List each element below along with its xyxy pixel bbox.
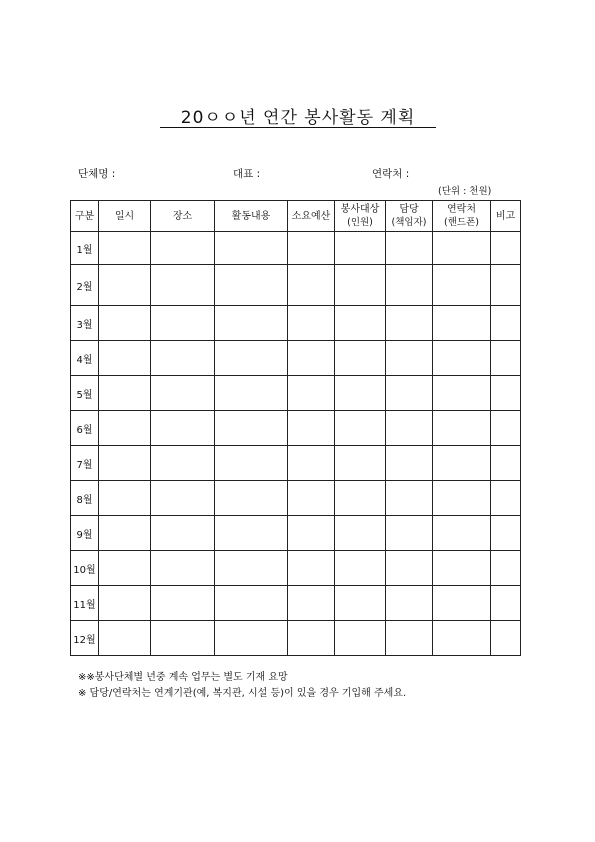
contact-cell[interactable]: [433, 232, 491, 265]
note-line: ※ 담당/연락처는 연계기관(예, 복지관, 시설 등)이 있을 경우 기입해 주세요.: [78, 688, 407, 699]
target-cell[interactable]: [335, 265, 386, 306]
datetime-cell[interactable]: [99, 481, 151, 516]
activity-cell[interactable]: [215, 516, 288, 551]
datetime-cell[interactable]: [99, 411, 151, 446]
title-underline: [160, 127, 436, 128]
month-cell: 4월: [71, 341, 99, 376]
contact-cell[interactable]: [433, 481, 491, 516]
table-row: [71, 516, 521, 551]
place-cell[interactable]: [151, 516, 215, 551]
remarks-cell[interactable]: [491, 306, 521, 341]
header-category: 구분: [71, 201, 99, 232]
manager-cell[interactable]: [386, 551, 433, 586]
target-cell[interactable]: [335, 516, 386, 551]
target-cell[interactable]: [335, 446, 386, 481]
header-manager: 담당 (책임자): [386, 201, 433, 232]
place-cell[interactable]: [151, 481, 215, 516]
activity-cell[interactable]: [215, 551, 288, 586]
manager-cell[interactable]: [386, 586, 433, 621]
place-cell[interactable]: [151, 232, 215, 265]
target-cell[interactable]: [335, 232, 386, 265]
contact-cell[interactable]: [433, 446, 491, 481]
remarks-cell[interactable]: [491, 551, 521, 586]
table-row: [71, 621, 521, 656]
place-cell[interactable]: [151, 446, 215, 481]
header-budget: 소요예산: [288, 201, 335, 232]
month-cell: 12월: [71, 621, 99, 656]
month-cell: 5월: [71, 376, 99, 411]
contact-cell[interactable]: [433, 341, 491, 376]
budget-cell[interactable]: [288, 306, 335, 341]
contact-cell[interactable]: [433, 411, 491, 446]
remarks-cell[interactable]: [491, 232, 521, 265]
datetime-cell[interactable]: [99, 376, 151, 411]
place-cell[interactable]: [151, 586, 215, 621]
month-cell: 7월: [71, 446, 99, 481]
table-row: [71, 376, 521, 411]
contact-cell[interactable]: [433, 376, 491, 411]
manager-cell[interactable]: [386, 265, 433, 306]
activity-cell[interactable]: [215, 265, 288, 306]
place-cell[interactable]: [151, 621, 215, 656]
remarks-cell[interactable]: [491, 621, 521, 656]
activity-cell[interactable]: [215, 376, 288, 411]
budget-cell[interactable]: [288, 265, 335, 306]
datetime-cell[interactable]: [99, 306, 151, 341]
target-cell[interactable]: [335, 481, 386, 516]
activity-cell[interactable]: [215, 621, 288, 656]
target-cell[interactable]: [335, 411, 386, 446]
budget-cell[interactable]: [288, 481, 335, 516]
contact-cell[interactable]: [433, 516, 491, 551]
manager-cell[interactable]: [386, 376, 433, 411]
activity-cell[interactable]: [215, 446, 288, 481]
activity-cell[interactable]: [215, 341, 288, 376]
datetime-cell[interactable]: [99, 232, 151, 265]
manager-cell[interactable]: [386, 481, 433, 516]
table-row: [71, 411, 521, 446]
table-row: [71, 306, 521, 341]
header-activity: 활동내용: [215, 201, 288, 232]
month-cell: 3월: [71, 306, 99, 341]
table-row: [71, 586, 521, 621]
budget-cell[interactable]: [288, 516, 335, 551]
table-row: [71, 481, 521, 516]
month-cell: 10월: [71, 551, 99, 586]
target-cell[interactable]: [335, 551, 386, 586]
remarks-cell[interactable]: [491, 376, 521, 411]
manager-cell[interactable]: [386, 446, 433, 481]
contact-label: 연락처 :: [372, 168, 410, 180]
table-row: [71, 551, 521, 586]
datetime-cell[interactable]: [99, 265, 151, 306]
unit-note: (단위 : 천원): [438, 186, 492, 197]
activity-cell[interactable]: [215, 481, 288, 516]
datetime-cell[interactable]: [99, 341, 151, 376]
remarks-cell[interactable]: [491, 411, 521, 446]
datetime-cell[interactable]: [99, 586, 151, 621]
contact-cell[interactable]: [433, 265, 491, 306]
activity-cell[interactable]: [215, 232, 288, 265]
representative-label: 대표 :: [233, 168, 261, 180]
month-cell: 9월: [71, 516, 99, 551]
activity-cell[interactable]: [215, 306, 288, 341]
budget-cell[interactable]: [288, 411, 335, 446]
target-cell[interactable]: [335, 586, 386, 621]
datetime-cell[interactable]: [99, 551, 151, 586]
remarks-cell[interactable]: [491, 586, 521, 621]
place-cell[interactable]: [151, 376, 215, 411]
target-cell[interactable]: [335, 341, 386, 376]
datetime-cell[interactable]: [99, 621, 151, 656]
month-cell: 2월: [71, 265, 99, 306]
table-row: [71, 446, 521, 481]
remarks-cell[interactable]: [491, 446, 521, 481]
contact-cell[interactable]: [433, 621, 491, 656]
header-target: 봉사대상 (인원): [335, 201, 386, 232]
manager-cell[interactable]: [386, 516, 433, 551]
header-place: 장소: [151, 201, 215, 232]
month-cell: 1월: [71, 232, 99, 265]
page-title: 20ㅇㅇ년 연간 봉사활동 계획: [180, 108, 416, 128]
budget-cell[interactable]: [288, 621, 335, 656]
target-cell[interactable]: [335, 306, 386, 341]
table-row: [71, 232, 521, 265]
remarks-cell[interactable]: [491, 341, 521, 376]
plan-table: [70, 200, 521, 656]
budget-cell[interactable]: [288, 341, 335, 376]
target-cell[interactable]: [335, 376, 386, 411]
budget-cell[interactable]: [288, 586, 335, 621]
month-cell: 8월: [71, 481, 99, 516]
manager-cell[interactable]: [386, 621, 433, 656]
activity-cell[interactable]: [215, 586, 288, 621]
place-cell[interactable]: [151, 265, 215, 306]
month-cell: 11월: [71, 586, 99, 621]
month-cell: 6월: [71, 411, 99, 446]
place-cell[interactable]: [151, 341, 215, 376]
place-cell[interactable]: [151, 306, 215, 341]
table-row: [71, 341, 521, 376]
place-cell[interactable]: [151, 411, 215, 446]
contact-cell[interactable]: [433, 306, 491, 341]
remarks-cell[interactable]: [491, 265, 521, 306]
table-row: [71, 265, 521, 306]
manager-cell[interactable]: [386, 341, 433, 376]
manager-cell[interactable]: [386, 306, 433, 341]
datetime-cell[interactable]: [99, 446, 151, 481]
target-cell[interactable]: [335, 621, 386, 656]
notes: [78, 670, 406, 702]
header-datetime: 일시: [99, 201, 151, 232]
group-name-label: 단체명 :: [78, 168, 116, 180]
manager-cell[interactable]: [386, 232, 433, 265]
note-line: ※※봉사단체별 년중 계속 업무는 별도 기재 요망: [78, 672, 288, 683]
datetime-cell[interactable]: [99, 516, 151, 551]
header-row: [71, 201, 521, 232]
contact-cell[interactable]: [433, 586, 491, 621]
header-remarks: 비고: [491, 201, 521, 232]
header-contact: 연락처 (핸드폰): [433, 201, 491, 232]
remarks-cell[interactable]: [491, 481, 521, 516]
remarks-cell[interactable]: [491, 516, 521, 551]
budget-cell[interactable]: [288, 232, 335, 265]
budget-cell[interactable]: [288, 551, 335, 586]
budget-cell[interactable]: [288, 446, 335, 481]
activity-cell[interactable]: [215, 411, 288, 446]
budget-cell[interactable]: [288, 376, 335, 411]
contact-cell[interactable]: [433, 551, 491, 586]
manager-cell[interactable]: [386, 411, 433, 446]
place-cell[interactable]: [151, 551, 215, 586]
